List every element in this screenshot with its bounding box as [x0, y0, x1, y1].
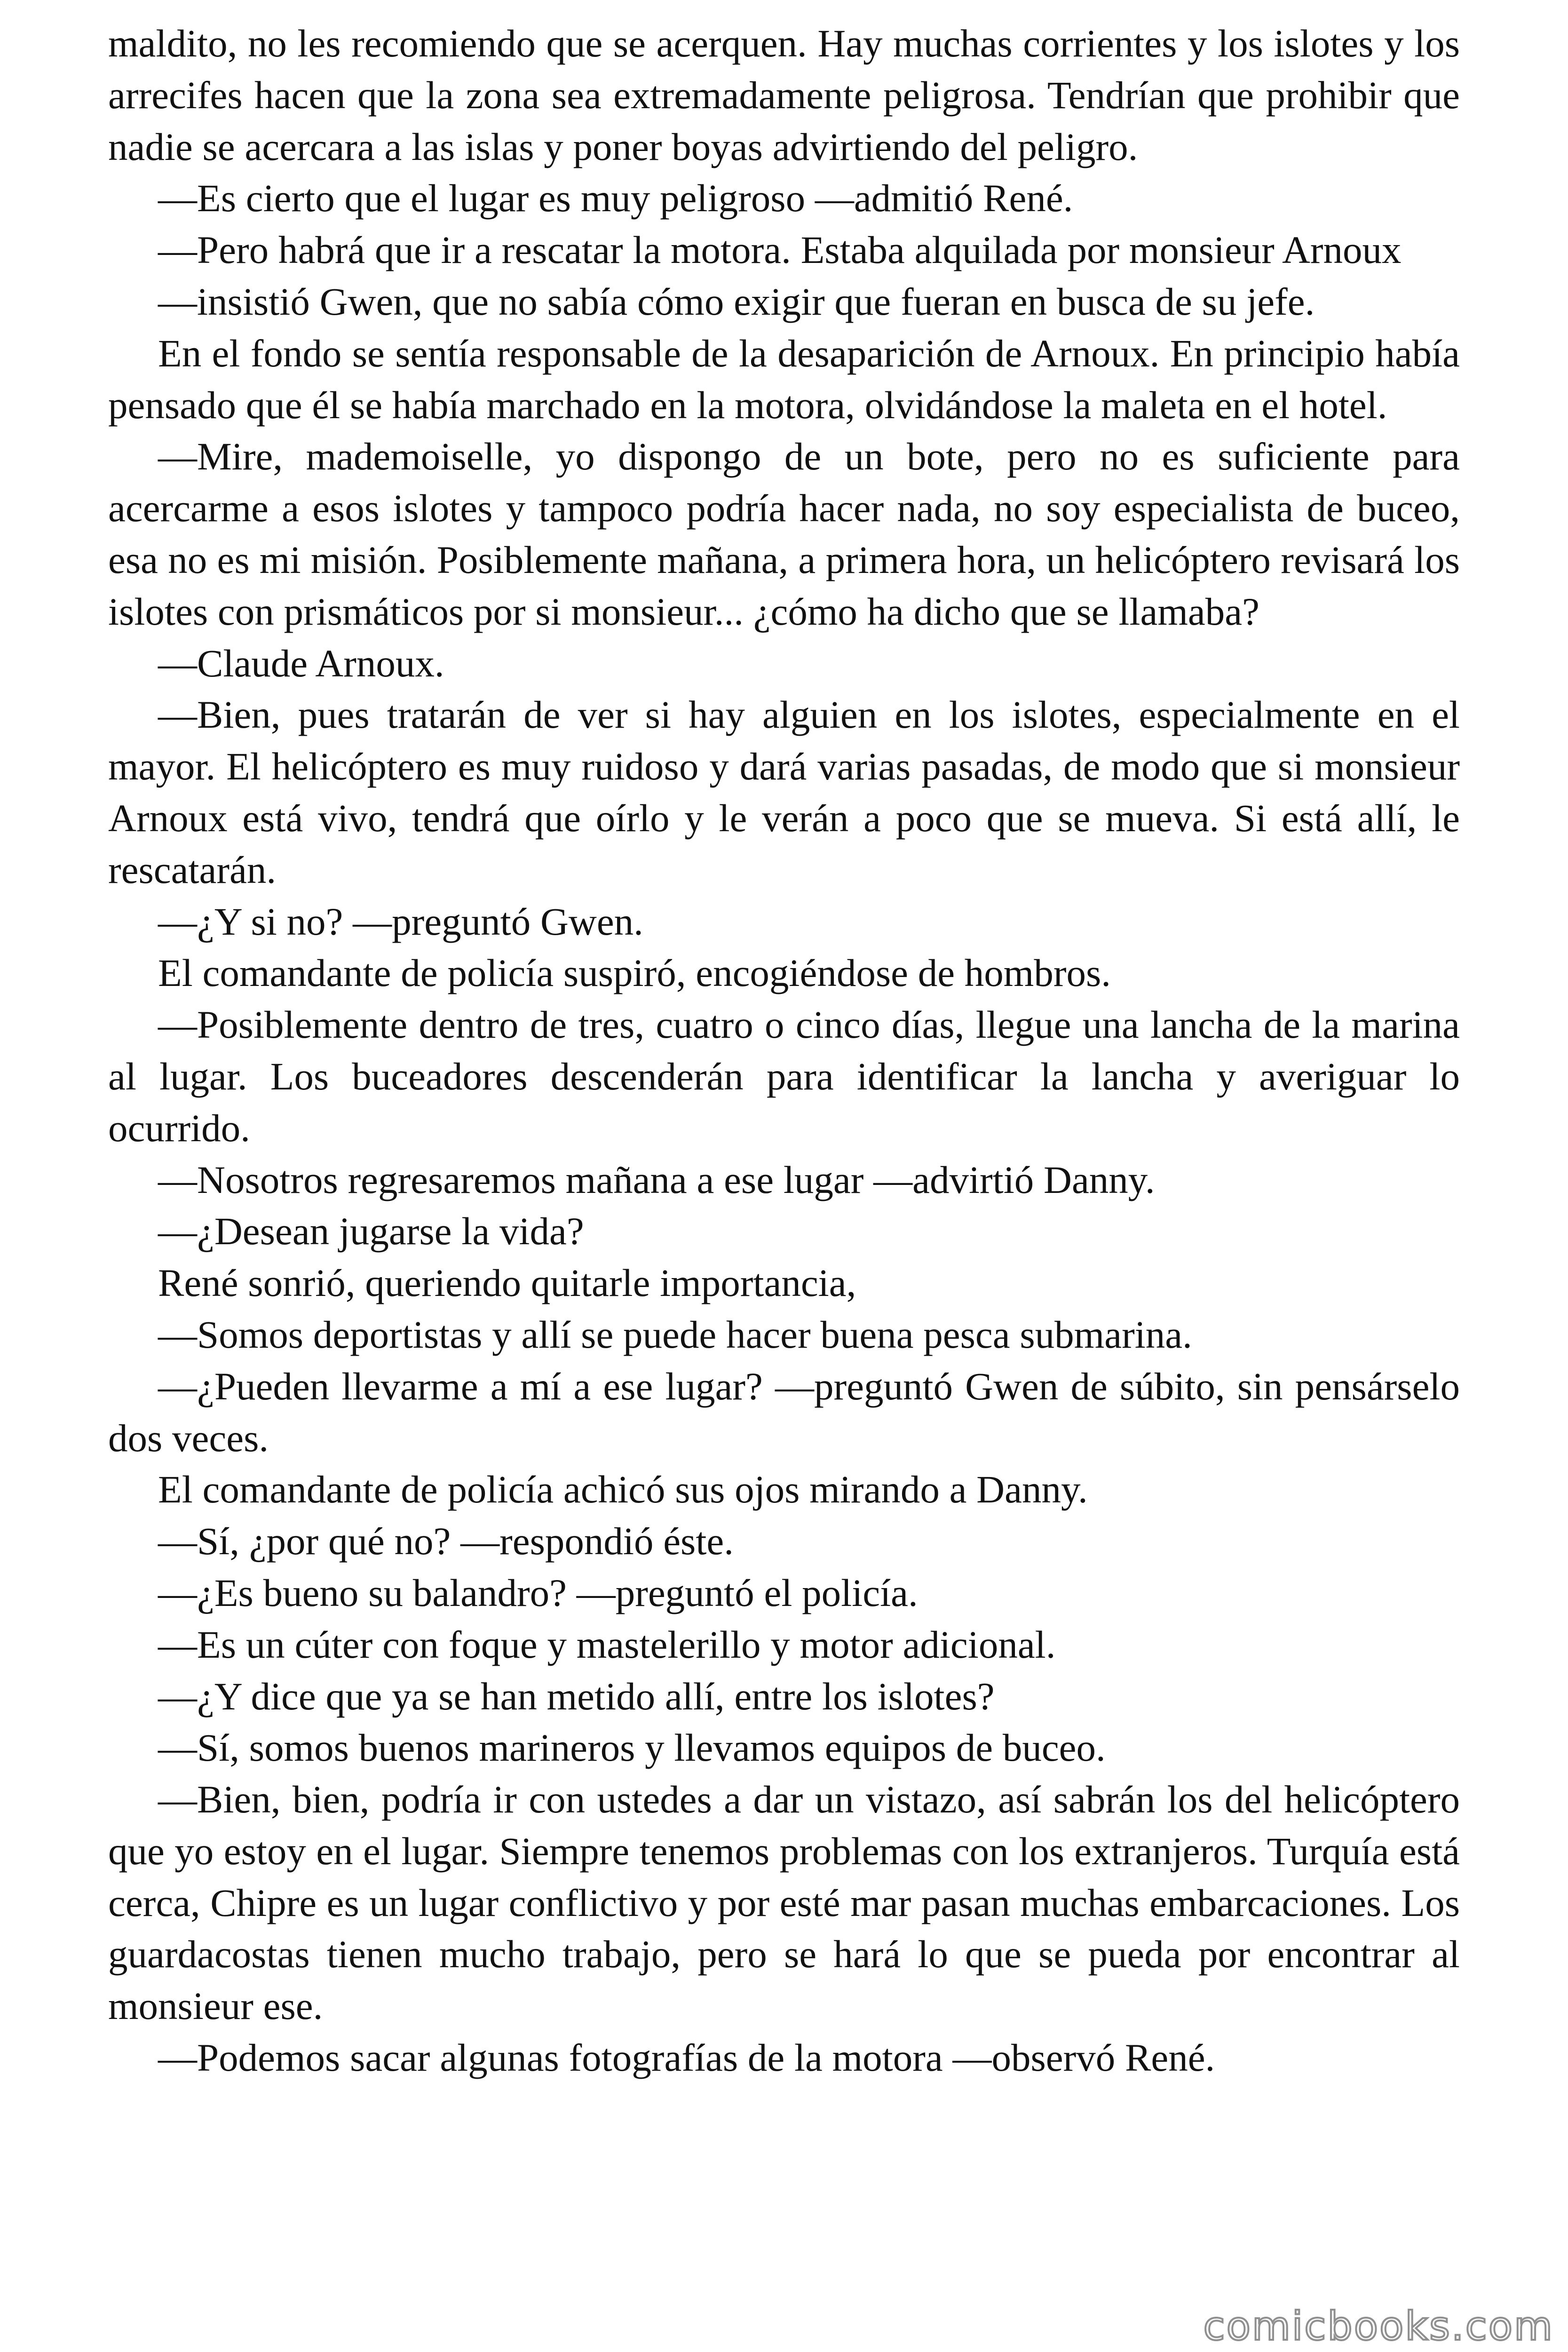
paragraph: —Somos deportistas y allí se puede hacer buena pesca submarina.: [158, 1312, 1192, 1356]
paragraph: —¿Pueden llevarme a mí a ese lugar? —preguntó Gwen de súbito, sin pensárselo dos veces.: [108, 1364, 1460, 1460]
paragraph-continued: maldito, no les recomiendo que se acerquen. Hay muchas corrientes y los islotes y los arrecifes hacen que la zona sea extremadamente peligrosa. Tendrían que prohibir que nadie se acercara a las islas y poner boyas advirtiendo del peligro.: [108, 22, 1460, 168]
paragraph: —Nosotros regresaremos mañana a ese lugar —advirtió Danny.: [158, 1158, 1155, 1201]
body-text: [108, 18, 1460, 2084]
paragraph: —¿Desean jugarse la vida?: [158, 1209, 584, 1253]
paragraph: —Bien, pues tratarán de ver si hay alguien en los islotes, especialmente en el mayor. El helicóptero es muy ruidoso y dará varias pasadas, de modo que si monsieur Arnoux está vivo, tendrá que oírlo y le verán a poco que se mueva. Si está allí, le rescatarán.: [108, 693, 1460, 891]
paragraph: —Es un cúter con foque y mastelerillo y motor adicional.: [158, 1622, 1056, 1666]
paragraph: —Sí, ¿por qué no? —respondió éste.: [158, 1519, 734, 1563]
paragraph: —Claude Arnoux.: [158, 641, 444, 685]
paragraph: —insistió Gwen, que no sabía cómo exigir que fueran en busca de su jefe.: [158, 279, 1315, 323]
watermark-logo: comicbooks.com: [1203, 2303, 1554, 2349]
paragraph: —Es cierto que el lugar es muy peligroso —admitió René.: [158, 176, 1073, 220]
paragraph: —¿Y si no? —preguntó Gwen.: [158, 899, 643, 943]
paragraph: —¿Y dice que ya se han metido allí, entre los islotes?: [158, 1674, 995, 1718]
paragraph: —Pero habrá que ir a rescatar la motora. Estaba alquilada por monsieur Arnoux: [158, 228, 1402, 272]
paragraph: —Posiblemente dentro de tres, cuatro o cinco días, llegue una lancha de la marina al lugar. Los buceadores descenderán para identificar la lancha y averiguar lo ocurrido.: [108, 1003, 1460, 1150]
paragraph: —¿Es bueno su balandro? —preguntó el policía.: [158, 1571, 918, 1614]
paragraph: El comandante de policía achicó sus ojos mirando a Danny.: [158, 1468, 1088, 1511]
paragraph: —Sí, somos buenos marineros y llevamos equipos de buceo.: [158, 1726, 1106, 1770]
paragraph: —Mire, mademoiselle, yo dispongo de un bote, pero no es suficiente para acercarme a esos islotes y tampoco podría hacer nada, no soy especialista de buceo, esa no es mi misión. Posiblemente mañana, a primera hora, un helicóptero revisará los islotes con prismáticos por si monsieur... ¿cómo ha dicho que se llamaba?: [108, 435, 1460, 633]
paragraph: En el fondo se sentía responsable de la desaparición de Arnoux. En principio había pensado que él se había marchado en la motora, olvidándose la maleta en el hotel.: [108, 331, 1460, 427]
paragraph: El comandante de policía suspiró, encogiéndose de hombros.: [158, 951, 1111, 995]
paragraph: —Podemos sacar algunas fotografías de la motora —observó René.: [158, 2036, 1215, 2080]
paragraph: René sonrió, queriendo quitarle importancia,: [158, 1261, 856, 1305]
paragraph: —Bien, bien, podría ir con ustedes a dar un vistazo, así sabrán los del helicóptero que yo estoy en el lugar. Siempre tenemos problemas con los extranjeros. Turquía está cerca, Chipre es un lugar conflictivo y por esté mar pasan muchas embarcaciones. Los guardacostas tienen mucho trabajo, pero se hará lo que se pueda por encontrar al monsieur ese.: [108, 1778, 1460, 2028]
